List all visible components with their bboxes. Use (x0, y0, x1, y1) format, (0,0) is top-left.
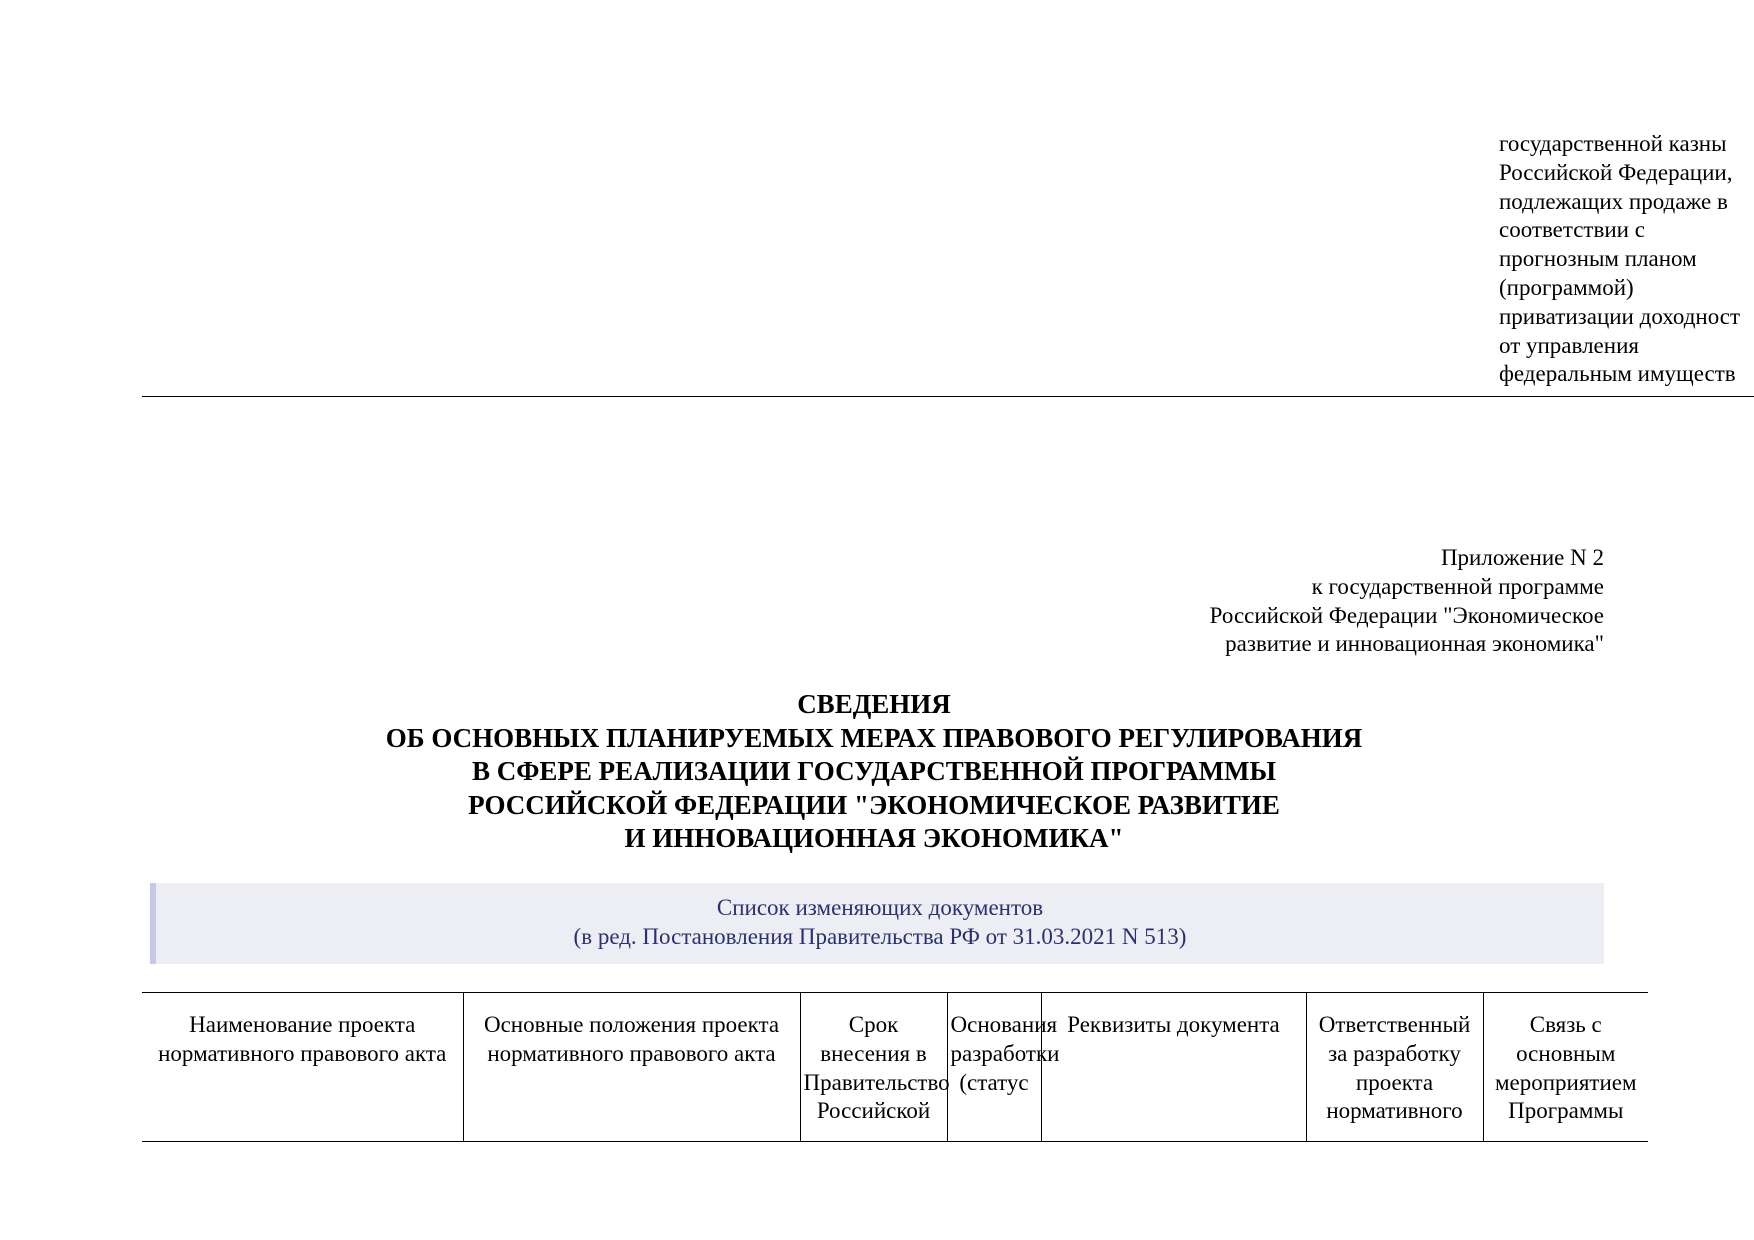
header-text: Основные положения проекта нормативного правового акта (483, 1012, 780, 1066)
amendments-box (150, 883, 1604, 964)
column-header-name (142, 993, 463, 1142)
column-header-deadline (800, 993, 950, 1142)
document-title (142, 688, 1606, 856)
header-text: Реквизиты документа (1067, 1012, 1280, 1037)
header-text: Основания разработки (статус (950, 1012, 1060, 1095)
appendix-block (1210, 544, 1604, 659)
table-header-row (142, 993, 1648, 1142)
appendix-line: развитие и инновационная экономика" (1225, 631, 1604, 657)
fragment-line: от управления (1499, 332, 1639, 358)
title-line: СВЕДЕНИЯ (797, 689, 951, 719)
header-text: Ответственный за разработку проекта нормативного (1318, 1012, 1471, 1124)
appendix-line: Российской Федерации "Экономическое (1209, 602, 1604, 628)
title-line: РОССИЙСКОЙ ФЕДЕРАЦИИ "ЭКОНОМИЧЕСКОЕ РАЗВИТИЕ (468, 789, 1280, 820)
fragment-line: Российской Федерации, (1499, 159, 1733, 185)
fragment-line: государственной казны (1499, 131, 1727, 156)
measures-table (142, 992, 1648, 1142)
amendments-heading: Список изменяющих документов (716, 895, 1044, 920)
column-header-provisions (463, 993, 800, 1142)
fragment-line: прогнозным планом (1499, 246, 1697, 272)
appendix-number: Приложение N 2 (1440, 545, 1604, 570)
fragment-line: подлежащих продаже в (1499, 188, 1728, 214)
fragment-line: (программой) (1499, 274, 1634, 300)
fragment-line: соответствии с (1499, 217, 1645, 243)
column-header-requisites (1041, 993, 1306, 1142)
column-header-responsible (1306, 993, 1483, 1142)
header-text: Связь с основным мероприятием Программы (1494, 1012, 1637, 1124)
appendix-line: к государственной программе (1311, 573, 1604, 599)
table-bottom-rule (142, 396, 1754, 397)
previous-page-fragment (1499, 130, 1740, 389)
fragment-line: приватизации доходност (1499, 303, 1741, 329)
header-text: Срок внесения в Правительство Российской (803, 1012, 950, 1124)
column-header-grounds (947, 993, 1060, 1142)
title-line: И ИННОВАЦИОННАЯ ЭКОНОМИКА" (624, 823, 1124, 854)
title-line: В СФЕРЕ РЕАЛИЗАЦИИ ГОСУДАРСТВЕННОЙ ПРОГРАММЫ (471, 756, 1277, 787)
amendments-text: (в ред. Постановления Правительства РФ от 31.03.2021 N 513) (573, 923, 1187, 949)
column-header-link (1483, 993, 1648, 1142)
fragment-line: федеральным имуществ (1499, 361, 1736, 387)
header-text: Наименование проекта нормативного правового акта (158, 1012, 447, 1066)
title-line: ОБ ОСНОВНЫХ ПЛАНИРУЕМЫХ МЕРАХ ПРАВОВОГО РЕГУЛИРОВАНИЯ (385, 722, 1363, 753)
